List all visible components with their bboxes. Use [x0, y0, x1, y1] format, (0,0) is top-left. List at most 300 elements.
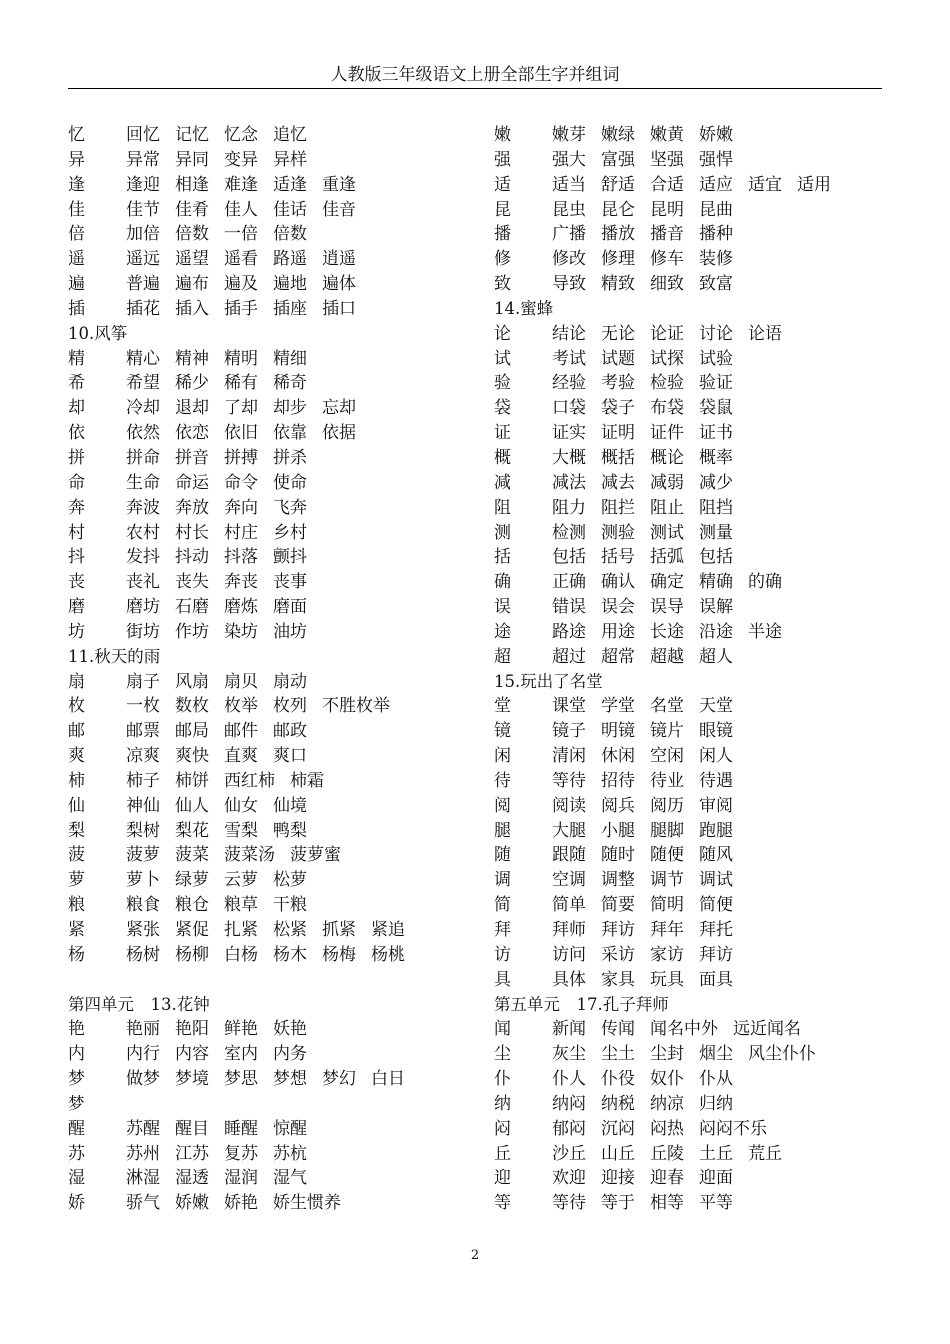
word: 强大 — [552, 149, 586, 170]
word: 神仙 — [126, 795, 160, 816]
word: 农村 — [126, 522, 160, 543]
word: 昆虫 — [552, 199, 586, 220]
word: 做梦 — [126, 1069, 160, 1090]
word: 昆曲 — [699, 199, 733, 220]
word: 验证 — [699, 373, 733, 394]
word: 迎春 — [650, 1168, 684, 1189]
word-group — [552, 371, 748, 396]
character-row — [68, 918, 478, 943]
word: 依恋 — [175, 423, 209, 444]
character-row — [68, 1166, 478, 1191]
word-group — [126, 297, 371, 322]
word: 染坊 — [224, 621, 258, 642]
word: 括弧 — [650, 547, 684, 568]
character: 验 — [494, 373, 511, 394]
word: 平等 — [699, 1193, 733, 1214]
word: 减少 — [699, 472, 733, 493]
word: 梨花 — [175, 820, 209, 841]
word-group — [552, 719, 748, 744]
word-group — [126, 471, 322, 496]
word: 干粮 — [273, 895, 307, 916]
character: 梦 — [68, 1069, 85, 1090]
word: 郁闷 — [552, 1118, 586, 1139]
word: 仆从 — [699, 1069, 733, 1090]
word: 艳阳 — [175, 1019, 209, 1040]
character: 简 — [494, 895, 511, 916]
word: 超常 — [601, 646, 635, 667]
word: 插花 — [126, 298, 160, 319]
word: 使命 — [273, 472, 307, 493]
word-group — [552, 620, 797, 645]
word-group — [552, 521, 748, 546]
word-group — [552, 868, 748, 893]
word: 拼音 — [175, 447, 209, 468]
word-group — [126, 893, 322, 918]
character: 阻 — [494, 497, 511, 518]
word: 紧张 — [126, 920, 160, 940]
word-group — [552, 173, 846, 198]
word-group — [126, 1117, 322, 1142]
word: 用途 — [601, 621, 635, 642]
word: 误会 — [601, 597, 635, 618]
word: 遥望 — [175, 249, 209, 270]
word-group — [126, 670, 322, 695]
word: 测试 — [650, 522, 684, 543]
word: 忘却 — [322, 398, 356, 419]
left-column — [68, 123, 478, 1216]
word: 油坊 — [273, 621, 307, 642]
word: 试题 — [601, 348, 635, 369]
character: 醒 — [68, 1118, 85, 1139]
word: 超人 — [699, 646, 733, 667]
character: 等 — [494, 1193, 511, 1214]
word: 忆念 — [224, 125, 258, 145]
word: 难逢 — [224, 174, 258, 195]
word: 修改 — [552, 249, 586, 270]
word: 闷闷不乐 — [699, 1118, 767, 1139]
character: 忆 — [68, 125, 85, 145]
word: 湿透 — [175, 1168, 209, 1189]
character-row — [68, 471, 478, 496]
character: 枚 — [68, 696, 85, 717]
word: 适用 — [797, 174, 831, 195]
word: 证件 — [650, 423, 684, 444]
word-group — [552, 247, 748, 272]
character: 仙 — [68, 795, 85, 816]
word: 重逢 — [322, 174, 356, 195]
word: 杨柳 — [175, 944, 209, 965]
word: 插口 — [322, 298, 356, 319]
word: 梦思 — [224, 1069, 258, 1090]
word: 纳闷 — [552, 1093, 586, 1114]
word: 简便 — [699, 895, 733, 916]
character-row — [494, 222, 894, 247]
word: 石磨 — [175, 597, 209, 618]
character: 适 — [494, 174, 511, 195]
character-row — [494, 1142, 894, 1167]
word: 试验 — [699, 348, 733, 369]
word-group — [552, 893, 748, 918]
word-group — [552, 968, 748, 993]
word: 适逢 — [273, 174, 307, 195]
character: 超 — [494, 646, 511, 667]
word-group — [552, 421, 748, 446]
word: 冷却 — [126, 398, 160, 419]
word: 睡醒 — [224, 1118, 258, 1139]
word: 丧失 — [175, 572, 209, 593]
word: 明镜 — [601, 721, 635, 742]
word-group — [126, 148, 322, 173]
word: 拜访 — [601, 920, 635, 940]
character: 袋 — [494, 398, 511, 419]
word: 减去 — [601, 472, 635, 493]
character-row — [494, 347, 894, 372]
word: 尘封 — [650, 1044, 684, 1065]
word: 邮局 — [175, 721, 209, 742]
word: 迎面 — [699, 1168, 733, 1189]
word: 仙女 — [224, 795, 258, 816]
word: 沙丘 — [552, 1143, 586, 1164]
section-title — [68, 1092, 478, 1117]
character: 抖 — [68, 547, 85, 568]
word: 内行 — [126, 1044, 160, 1065]
character: 杨 — [68, 944, 85, 965]
word-group — [552, 1166, 748, 1191]
word: 稀少 — [175, 373, 209, 394]
word: 稀奇 — [273, 373, 307, 394]
character-row — [494, 1191, 894, 1216]
section-title-text: 11.秋天的雨 — [68, 646, 161, 666]
word: 考验 — [601, 373, 635, 394]
character-row — [494, 843, 894, 868]
character: 插 — [68, 298, 85, 319]
word: 奔向 — [224, 497, 258, 518]
character: 丘 — [494, 1143, 511, 1164]
character-row — [68, 670, 478, 695]
word: 包括 — [699, 547, 733, 568]
word-group — [552, 148, 748, 173]
word: 却步 — [273, 398, 307, 419]
word: 插座 — [273, 298, 307, 319]
word: 山丘 — [601, 1143, 635, 1164]
character: 致 — [494, 274, 511, 295]
word: 长途 — [650, 621, 684, 642]
word: 包括 — [552, 547, 586, 568]
character-row — [494, 794, 894, 819]
word: 小腿 — [601, 820, 635, 841]
character: 论 — [494, 323, 511, 344]
word: 阻止 — [650, 497, 684, 518]
word: 超过 — [552, 646, 586, 667]
word: 调试 — [699, 870, 733, 891]
character: 镜 — [494, 721, 511, 742]
character-row — [68, 943, 478, 968]
character-row — [68, 1042, 478, 1067]
word: 仆人 — [552, 1069, 586, 1090]
word: 学堂 — [601, 696, 635, 717]
word: 确认 — [601, 572, 635, 593]
character-row — [68, 868, 478, 893]
character-row — [68, 570, 478, 595]
word: 访问 — [552, 944, 586, 965]
word: 遍体 — [322, 274, 356, 295]
word: 普遍 — [126, 274, 160, 295]
word-group — [126, 1017, 322, 1042]
word: 灰尘 — [552, 1044, 586, 1065]
word: 插手 — [224, 298, 258, 319]
word: 播种 — [699, 224, 733, 245]
character-row — [494, 1042, 894, 1067]
word: 致富 — [699, 274, 733, 295]
word: 面具 — [699, 969, 733, 990]
character-row — [68, 496, 478, 521]
word-group — [126, 446, 322, 471]
word: 娇艳 — [224, 1193, 258, 1214]
character-row — [494, 247, 894, 272]
character: 内 — [68, 1044, 85, 1065]
character: 昆 — [494, 199, 511, 220]
word: 审阅 — [699, 795, 733, 816]
word: 等待 — [552, 770, 586, 791]
word: 鸭梨 — [273, 820, 307, 841]
word: 菠菜 — [175, 845, 209, 866]
character-row — [494, 173, 894, 198]
word-group — [552, 570, 797, 595]
word: 适宜 — [748, 174, 782, 195]
word: 精神 — [175, 348, 209, 369]
word: 倍数 — [175, 224, 209, 245]
word-group — [126, 521, 322, 546]
word-group — [552, 272, 748, 297]
word-group — [126, 1067, 420, 1092]
word: 跟随 — [552, 845, 586, 866]
word: 风扇 — [175, 671, 209, 692]
character-row — [68, 744, 478, 769]
word: 适应 — [699, 174, 733, 195]
word: 倍数 — [273, 224, 307, 245]
word: 检验 — [650, 373, 684, 394]
word: 误导 — [650, 597, 684, 618]
character: 修 — [494, 249, 511, 270]
word: 佳人 — [224, 199, 258, 220]
character-row — [494, 123, 894, 148]
character: 具 — [494, 969, 511, 990]
section-title-text: 10.风筝 — [68, 323, 128, 343]
word-group — [126, 819, 322, 844]
word-group — [126, 198, 371, 223]
word: 惊醒 — [273, 1118, 307, 1139]
word: 证书 — [699, 423, 733, 444]
character-row — [68, 148, 478, 173]
word: 空调 — [552, 870, 586, 891]
word: 纳凉 — [650, 1093, 684, 1114]
word-group — [552, 694, 748, 719]
character: 依 — [68, 423, 85, 444]
character-row — [494, 198, 894, 223]
word: 紧促 — [175, 920, 209, 940]
word: 爽口 — [273, 746, 307, 767]
word-group — [126, 272, 371, 297]
word: 稀有 — [224, 373, 258, 394]
word: 醒目 — [175, 1118, 209, 1139]
word: 修车 — [650, 249, 684, 270]
word: 证实 — [552, 423, 586, 444]
character: 拼 — [68, 447, 85, 468]
word: 阻挡 — [699, 497, 733, 518]
word: 白日 — [371, 1069, 405, 1090]
character-row — [68, 396, 478, 421]
word: 扎紧 — [224, 920, 258, 940]
word: 测验 — [601, 522, 635, 543]
word-group — [552, 322, 797, 347]
character-row — [68, 421, 478, 446]
word: 风尘仆仆 — [748, 1044, 816, 1065]
word: 内容 — [175, 1044, 209, 1065]
word: 遍布 — [175, 274, 209, 295]
word: 考试 — [552, 348, 586, 369]
character-row — [494, 968, 894, 993]
word-group — [552, 222, 748, 247]
word: 杨树 — [126, 944, 160, 965]
character: 精 — [68, 348, 85, 369]
word: 江苏 — [175, 1143, 209, 1164]
word: 沿途 — [699, 621, 733, 642]
word: 相等 — [650, 1193, 684, 1214]
word: 嫩绿 — [601, 125, 635, 145]
character-row — [68, 247, 478, 272]
word: 空闲 — [650, 746, 684, 767]
word: 坚强 — [650, 149, 684, 170]
character: 艳 — [68, 1019, 85, 1040]
character: 测 — [494, 522, 511, 543]
character-row — [494, 446, 894, 471]
character: 村 — [68, 522, 85, 543]
character-row — [68, 1067, 478, 1092]
word: 异样 — [273, 149, 307, 170]
word-group — [552, 123, 748, 148]
word: 修理 — [601, 249, 635, 270]
word: 菠萝蜜 — [290, 845, 341, 866]
word: 阅兵 — [601, 795, 635, 816]
word-group — [126, 1166, 322, 1191]
word: 杨木 — [273, 944, 307, 965]
character-row — [494, 521, 894, 546]
word: 精确 — [699, 572, 733, 593]
word: 苏州 — [126, 1143, 160, 1164]
section-title-text: 梦 — [68, 1093, 85, 1113]
word: 袋子 — [601, 398, 635, 419]
character: 随 — [494, 845, 511, 866]
word-group — [126, 744, 322, 769]
character: 苏 — [68, 1143, 85, 1164]
word-group — [552, 794, 748, 819]
word: 休闲 — [601, 746, 635, 767]
word-group — [126, 496, 322, 521]
word: 松萝 — [273, 870, 307, 891]
word: 湿气 — [273, 1168, 307, 1189]
word: 误解 — [699, 597, 733, 618]
word: 佳肴 — [175, 199, 209, 220]
character-row — [68, 123, 478, 148]
character-row — [494, 943, 894, 968]
word: 拜年 — [650, 920, 684, 940]
word: 经验 — [552, 373, 586, 394]
word: 归纳 — [699, 1093, 733, 1114]
word-group — [552, 1191, 748, 1216]
word: 杨桃 — [371, 944, 405, 965]
character-row — [68, 198, 478, 223]
word: 清闲 — [552, 746, 586, 767]
word: 鲜艳 — [224, 1019, 258, 1040]
word: 拜师 — [552, 920, 586, 940]
word: 尘土 — [601, 1044, 635, 1065]
word-group — [126, 1042, 322, 1067]
word: 命运 — [175, 472, 209, 493]
character: 强 — [494, 149, 511, 170]
word: 待业 — [650, 770, 684, 791]
character-row — [68, 272, 478, 297]
word: 试探 — [650, 348, 684, 369]
word: 佳音 — [322, 199, 356, 220]
word: 苏杭 — [273, 1143, 307, 1164]
word: 路途 — [552, 621, 586, 642]
word: 拼搏 — [224, 447, 258, 468]
character-row — [68, 843, 478, 868]
character: 阅 — [494, 795, 511, 816]
word: 奔丧 — [224, 572, 258, 593]
word: 路遥 — [273, 249, 307, 270]
character-row — [68, 173, 478, 198]
word: 依靠 — [273, 423, 307, 444]
word: 闷热 — [650, 1118, 684, 1139]
character-row — [494, 1092, 894, 1117]
character-row — [494, 1166, 894, 1191]
word: 仙境 — [273, 795, 307, 816]
blank-row — [68, 968, 478, 993]
word: 抖动 — [175, 547, 209, 568]
word: 装修 — [699, 249, 733, 270]
character-row — [494, 272, 894, 297]
word-group — [552, 1067, 748, 1092]
word: 丧礼 — [126, 572, 160, 593]
character: 途 — [494, 621, 511, 642]
word: 梦幻 — [322, 1069, 356, 1090]
word: 内务 — [273, 1044, 307, 1065]
word: 拼命 — [126, 447, 160, 468]
section-title — [494, 297, 894, 322]
word: 枚举 — [224, 696, 258, 717]
section-title — [68, 993, 478, 1018]
word-group — [126, 868, 322, 893]
character-row — [494, 645, 894, 670]
character-row — [494, 1117, 894, 1142]
word: 适当 — [552, 174, 586, 195]
section-title-text: 第五单元 17.孔子拜师 — [494, 994, 669, 1014]
character: 访 — [494, 944, 511, 965]
word-group — [552, 1042, 831, 1067]
word: 随风 — [699, 845, 733, 866]
word: 妖艳 — [273, 1019, 307, 1040]
word: 仆役 — [601, 1069, 635, 1090]
word: 梦想 — [273, 1069, 307, 1090]
section-title — [68, 322, 478, 347]
character-row — [68, 521, 478, 546]
character-row — [68, 893, 478, 918]
character-row — [68, 595, 478, 620]
word: 作坊 — [175, 621, 209, 642]
word: 希望 — [126, 373, 160, 394]
word-group — [552, 198, 748, 223]
